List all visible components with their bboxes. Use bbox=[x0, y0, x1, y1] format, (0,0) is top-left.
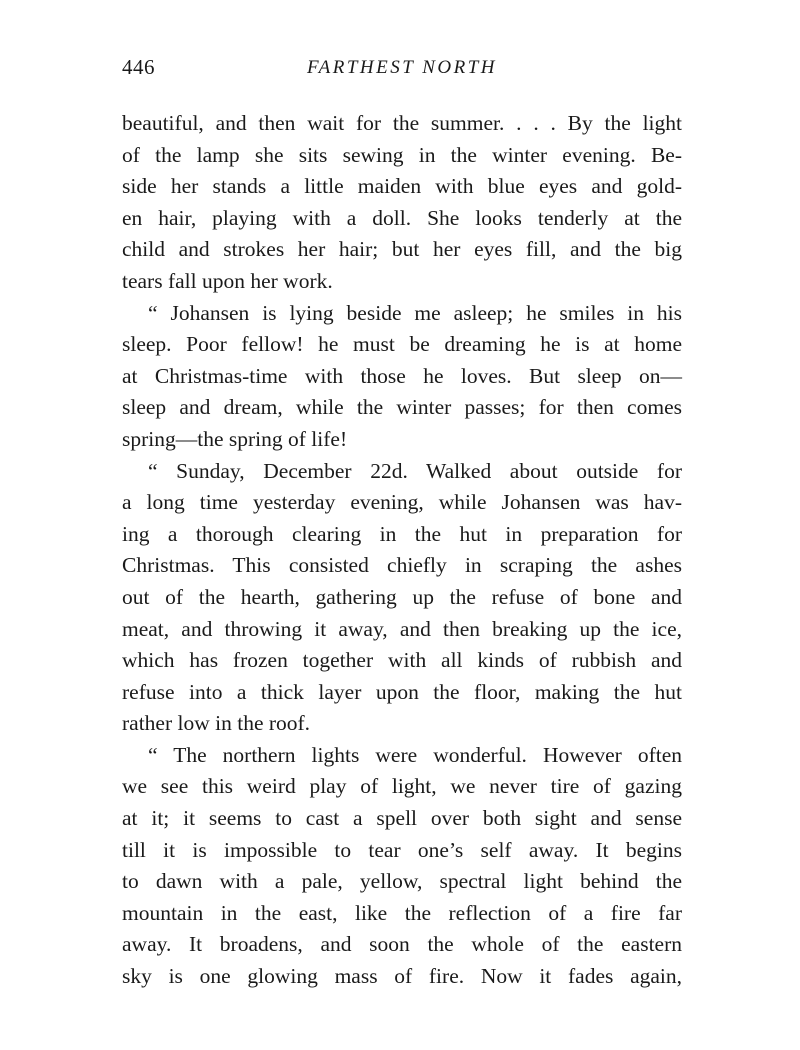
text-line: sky is one glowing mass of fire. Now it fades again, bbox=[122, 964, 682, 989]
running-title: FARTHEST NORTH bbox=[306, 57, 498, 78]
text-line: Christmas. This consisted chiefly in scraping the ashes bbox=[122, 553, 682, 578]
text-line: tears fall upon her work. bbox=[122, 268, 333, 293]
text-line: sleep. Poor fellow! he must be dreaming he is at home bbox=[122, 332, 682, 357]
text-line: spring—the spring of life! bbox=[122, 426, 348, 451]
text-line: to dawn with a pale, yellow, spectral light behind the bbox=[122, 869, 682, 894]
running-head bbox=[122, 55, 682, 85]
text-line: “ Johansen is lying beside me asleep; he smiles in his bbox=[148, 300, 682, 325]
text-line: which has frozen together with all kinds of rubbish and bbox=[122, 648, 682, 673]
text-line: “ The northern lights were wonderful. However often bbox=[148, 742, 682, 767]
text-line: rather low in the roof. bbox=[122, 711, 311, 736]
text-line: “ Sunday, December 22d. Walked about outside for bbox=[148, 458, 682, 483]
text-line: sleep and dream, while the winter passes; for then comes bbox=[122, 395, 682, 420]
text-line: till it is impossible to tear one’s self away. It begins bbox=[122, 837, 682, 862]
text-line: a long time yesterday evening, while Johansen was hav- bbox=[122, 490, 682, 515]
text-line: out of the hearth, gathering up the refuse of bone and bbox=[122, 584, 682, 609]
page-number: 446 bbox=[122, 55, 155, 79]
text-line: of the lamp she sits sewing in the winter evening. Be- bbox=[122, 142, 682, 167]
text-line: en hair, playing with a doll. She looks tenderly at the bbox=[122, 205, 682, 230]
text-line: away. It broadens, and soon the whole of the eastern bbox=[122, 932, 682, 957]
text-line: meat, and throwing it away, and then breaking up the ice, bbox=[122, 616, 682, 641]
text-line: side her stands a little maiden with blue eyes and gold- bbox=[122, 174, 682, 199]
body-text bbox=[122, 108, 682, 993]
text-line: at Christmas-time with those he loves. But sleep on— bbox=[122, 363, 682, 388]
text-line: refuse into a thick layer upon the floor, making the hut bbox=[122, 679, 682, 704]
text-line: at it; it seems to cast a spell over both sight and sense bbox=[122, 806, 682, 831]
text-line: mountain in the east, like the reflection of a fire far bbox=[122, 900, 682, 925]
text-line: child and strokes her hair; but her eyes fill, and the big bbox=[122, 237, 682, 262]
text-line: beautiful, and then wait for the summer. . . . By the light bbox=[122, 111, 682, 135]
text-line: ing a thorough clearing in the hut in preparation for bbox=[122, 521, 682, 546]
text-line: we see this weird play of light, we never tire of gazing bbox=[122, 774, 682, 799]
